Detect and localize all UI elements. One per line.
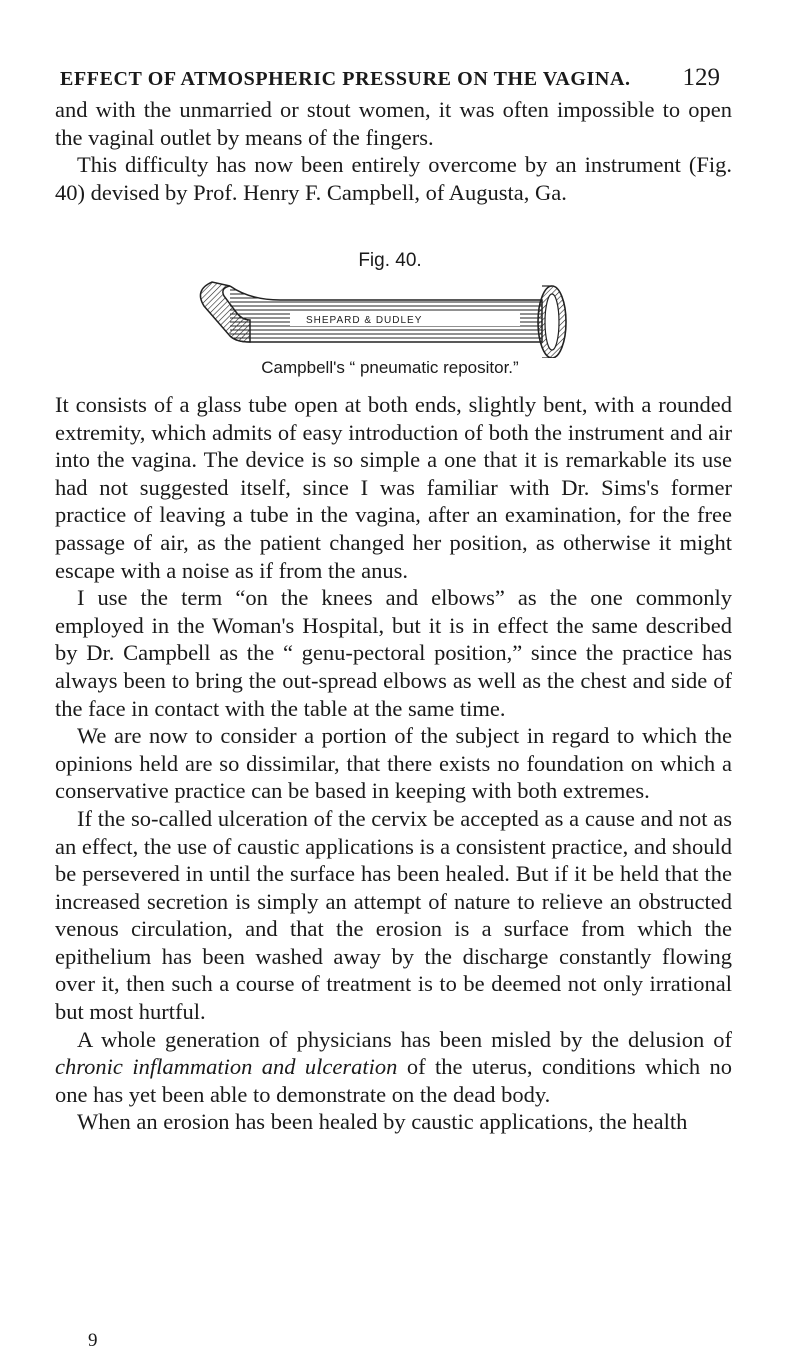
text-run: A whole generation of physicians has been misled by the delusion of xyxy=(77,1026,732,1052)
pneumatic-repositor-illustration xyxy=(190,276,590,358)
signature-mark: 9 xyxy=(88,1330,98,1351)
main-text xyxy=(55,391,732,1136)
paragraph: We are now to consider a portion of the subject in regard to which the opinions held are so dissimilar, that there exists no foundation on which a conservative practice can be based in keeping with both extremes. xyxy=(55,723,732,804)
figure-label: Fig. 40. xyxy=(358,250,422,271)
page-number: 129 xyxy=(682,64,720,91)
text-run: of the uterus, conditions which no one has yet been able to demonstrate on the dead body. xyxy=(55,1054,733,1107)
paragraph: and with the unmarried or stout women, it was often impossible to open the vaginal outlet by means of the fingers. xyxy=(55,97,732,150)
paragraph: It consists of a glass tube open at both ends, slightly bent, with a rounded extremity, which admits of easy introduction of both the instrument and air into the vagina. The device is so simple a one that it is remarkable its use had not suggested itself, since I was familiar with Dr. Sims's former practice of leaving a tube in the vagina, after an examination, for the free passage of air, as the patient changed her position, as otherwise it might escape with a noise as if from the anus. xyxy=(55,392,732,583)
engraver-mark: SHEPARD & DUDLEY xyxy=(306,315,423,326)
running-head: EFFECT OF ATMOSPHERIC PRESSURE ON THE VAGINA. xyxy=(60,68,631,90)
paragraph xyxy=(55,1026,732,1109)
paragraph: If the so-called ulceration of the cervix be accepted as a cause and not as an effect, the use of caustic applications is a consistent practice, and should be persevered in until the surface has been healed. But if it be held that the increased secretion is simply an attempt of nature to relieve an obstructed venous circulation, and that the erosion is a surface from which the epithelium has been washed away by the discharge constantly flowing over it, then such a course of treatment is to be deemed not only irrational but most hurtful. xyxy=(55,805,732,1025)
paragraph: I use the term “on the knees and elbows” as the one commonly employed in the Woman's Hospital, but it is in effect the same described by Dr. Campbell as the “ genu-pectoral position,” since the practice has always been to bring the out-spread elbows as well as the chest and side of the face in contact with the table at the same time. xyxy=(55,585,732,721)
intro-text xyxy=(55,96,732,206)
paragraph: When an erosion has been healed by caustic applications, the health xyxy=(77,1109,688,1135)
figure-40 xyxy=(190,226,590,386)
italic-phrase: chronic inflammation and ulceration xyxy=(55,1054,398,1080)
page-header xyxy=(60,64,720,96)
paragraph: This difficulty has now been entirely overcome by an instrument (Fig. 40) devised by Prof. Henry F. Campbell, of Augusta, Ga. xyxy=(55,152,732,205)
figure-caption: Campbell's “ pneumatic repositor.” xyxy=(261,358,519,377)
